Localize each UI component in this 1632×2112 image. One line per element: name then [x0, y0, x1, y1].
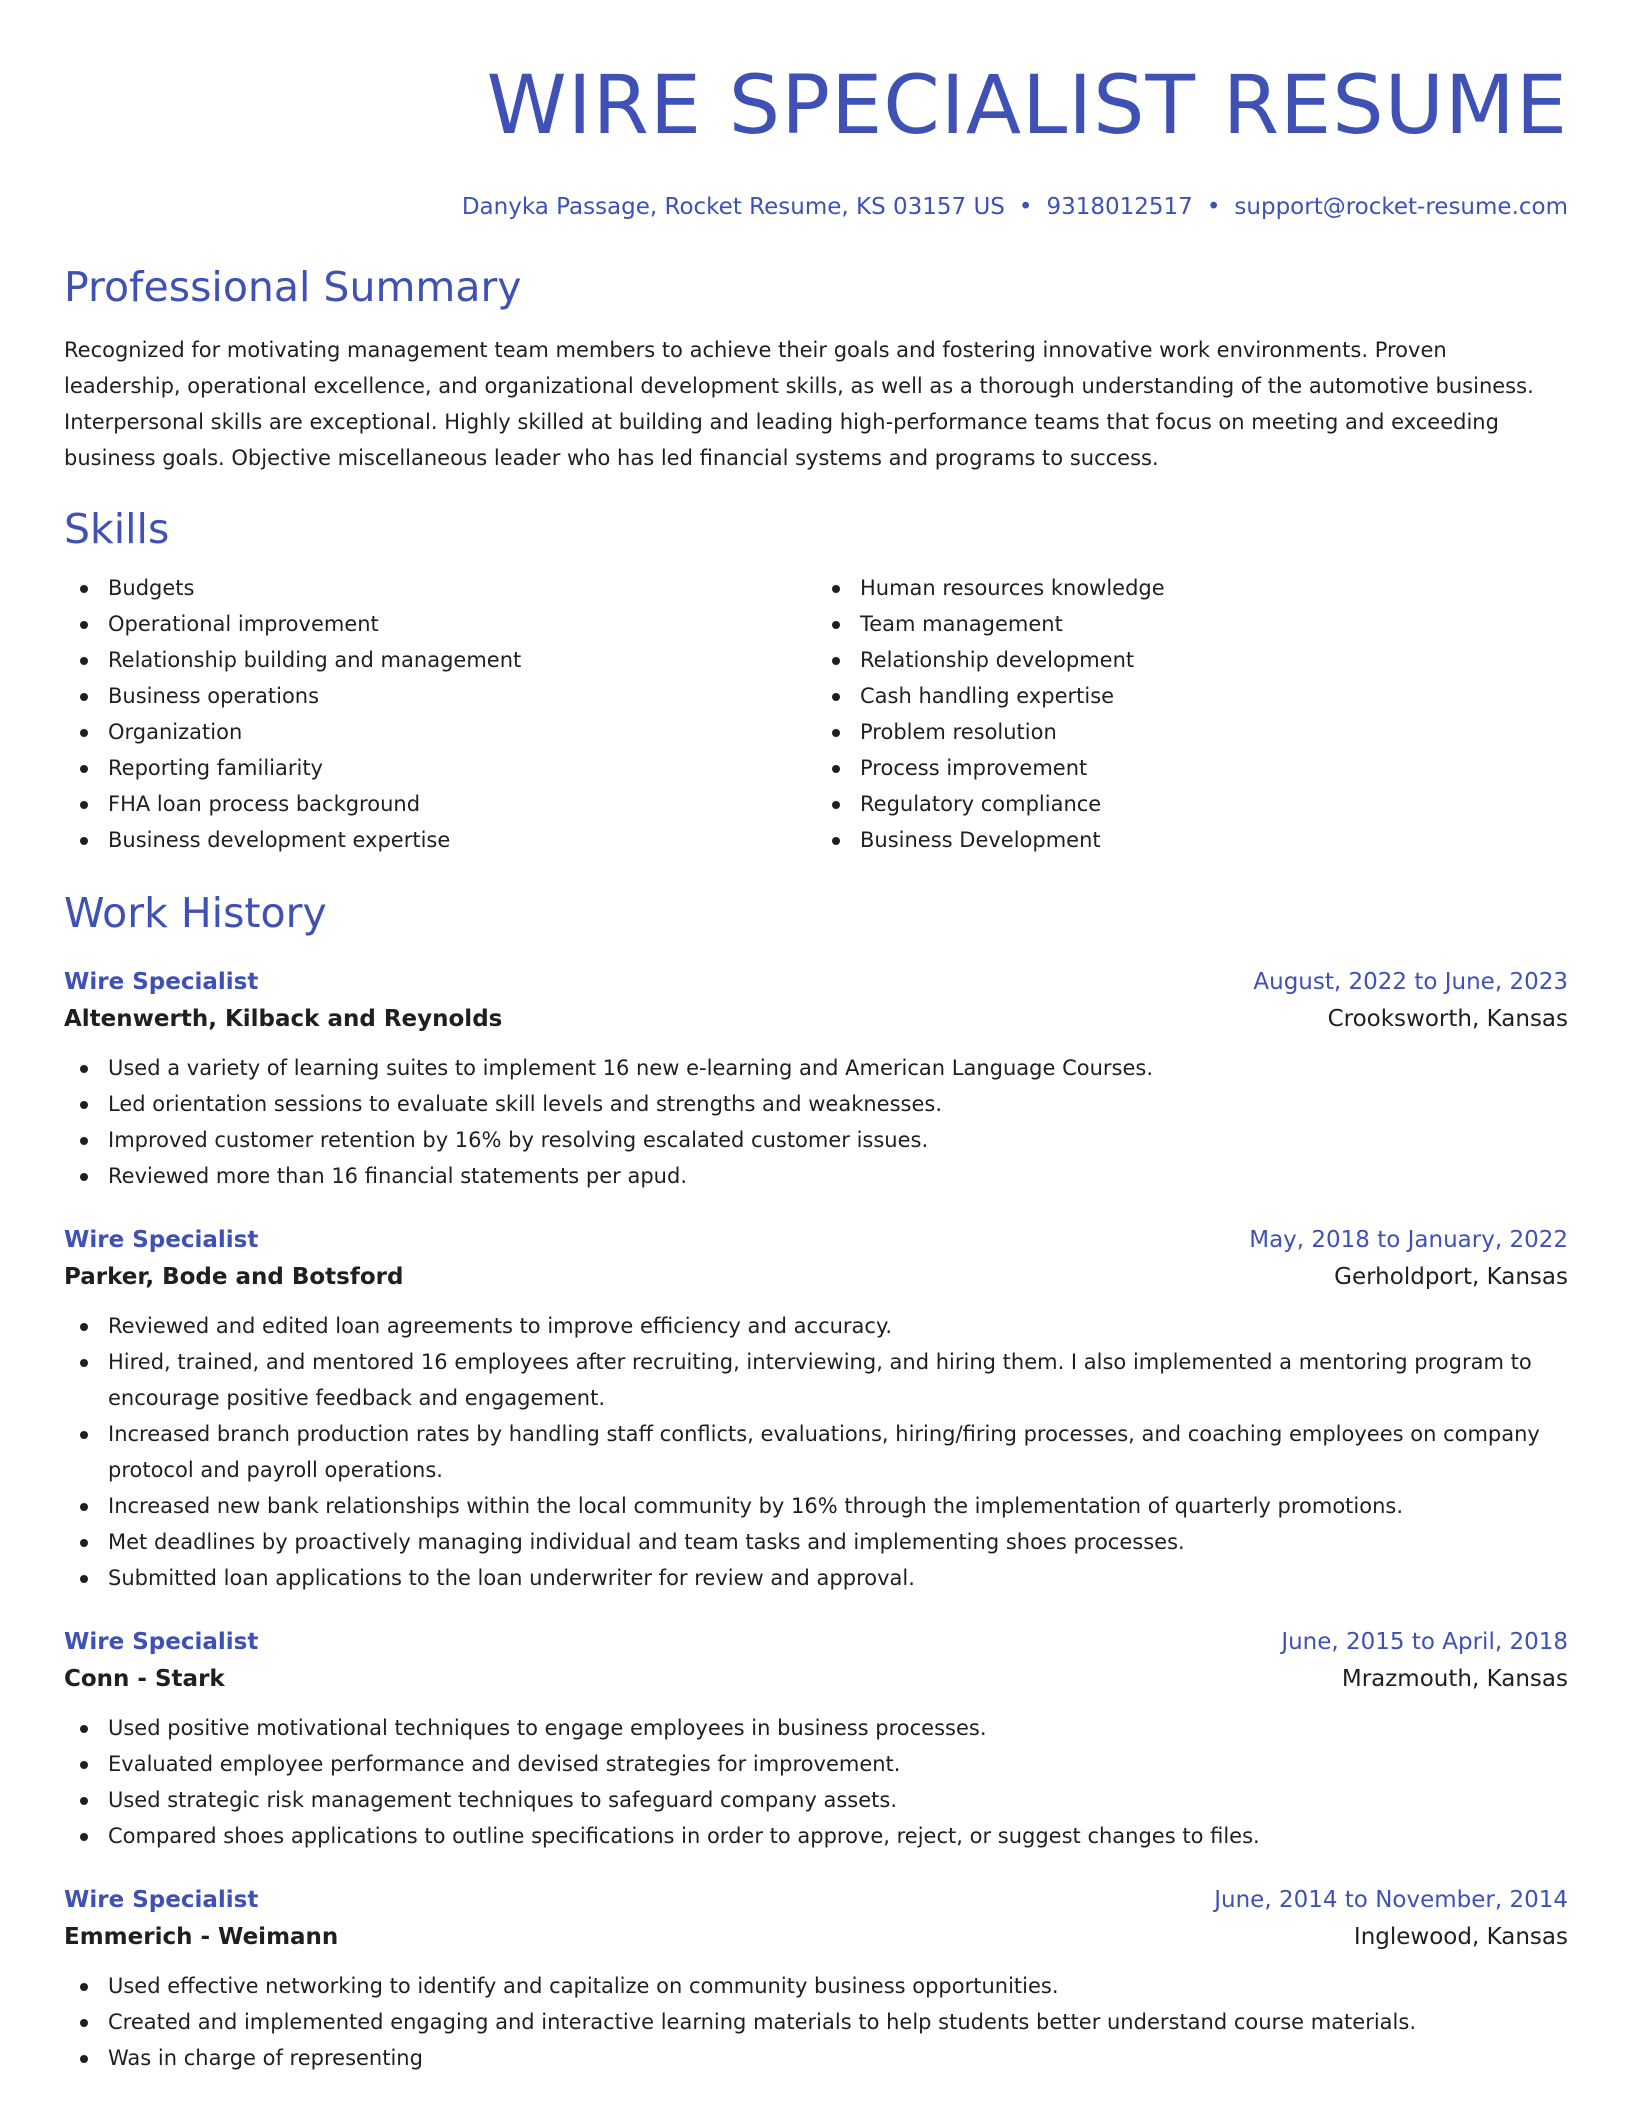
- job-employer: Conn - Stark: [64, 1666, 225, 1692]
- job-bullet: Met deadlines by proactively managing individual and team tasks and implementing shoes processes.: [108, 1524, 1568, 1560]
- job-employer: Parker, Bode and Botsford: [64, 1264, 404, 1290]
- job-entry: [64, 1624, 1568, 1854]
- job-bullet: Compared shoes applications to outline specifications in order to approve, reject, or suggest changes to files.: [108, 1818, 1568, 1854]
- contact-separator: •: [1018, 194, 1033, 220]
- skill-item: Relationship development: [860, 642, 1568, 678]
- skills-columns: [64, 570, 1568, 858]
- job-title: Wire Specialist: [64, 969, 259, 995]
- job-entry: [64, 1882, 1568, 2076]
- skill-item: Process improvement: [860, 750, 1568, 786]
- job-employer-row: [64, 1918, 1568, 1956]
- job-entry: [64, 964, 1568, 1194]
- job-location: Mrazmouth, Kansas: [1341, 1666, 1568, 1692]
- job-bullet: Used strategic risk management techniques to safeguard company assets.: [108, 1782, 1568, 1818]
- job-bullet: Increased branch production rates by handling staff conflicts, evaluations, hiring/firing processes, and coaching employees on company protocol and payroll operations.: [108, 1416, 1568, 1488]
- skill-item: Budgets: [108, 570, 816, 606]
- job-entry: [64, 1222, 1568, 1596]
- job-bullet: Led orientation sessions to evaluate skill levels and strengths and weaknesses.: [108, 1086, 1568, 1122]
- job-employer-row: [64, 1258, 1568, 1296]
- skill-item: Operational improvement: [108, 606, 816, 642]
- skill-item: Business operations: [108, 678, 816, 714]
- job-bullets: [64, 1308, 1568, 1596]
- skill-item: Organization: [108, 714, 816, 750]
- skill-item: Team management: [860, 606, 1568, 642]
- job-location: Gerholdport, Kansas: [1334, 1264, 1568, 1290]
- job-bullet: Hired, trained, and mentored 16 employees after recruiting, interviewing, and hiring them. I also implemented a mentoring program to encourage positive feedback and engagement.: [108, 1344, 1568, 1416]
- contact-email[interactable]: support@rocket-resume.com: [1234, 194, 1568, 220]
- job-title-row: [64, 1882, 1568, 1918]
- job-dates: June, 2014 to November, 2014: [1214, 1887, 1568, 1913]
- skills-heading: Skills: [64, 505, 170, 553]
- job-bullet: Used positive motivational techniques to engage employees in business processes.: [108, 1710, 1568, 1746]
- job-bullets: [64, 1968, 1568, 2076]
- job-bullet: Improved customer retention by 16% by resolving escalated customer issues.: [108, 1122, 1568, 1158]
- contact-separator: •: [1206, 194, 1221, 220]
- job-bullet: Was in charge of representing: [108, 2040, 1568, 2076]
- job-title-row: [64, 964, 1568, 1000]
- work-history-list: [64, 964, 1568, 2076]
- job-employer-row: [64, 1660, 1568, 1698]
- job-bullet: Increased new bank relationships within the local community by 16% through the implementation of quarterly promotions.: [108, 1488, 1568, 1524]
- job-title-row: [64, 1222, 1568, 1258]
- resume-title: WIRE SPECIALIST RESUME: [486, 59, 1568, 153]
- job-bullets: [64, 1710, 1568, 1854]
- skill-item: Human resources knowledge: [860, 570, 1568, 606]
- job-bullet: Used effective networking to identify and capitalize on community business opportunities.: [108, 1968, 1568, 2004]
- skills-list-left: [64, 570, 816, 858]
- job-bullets: [64, 1050, 1568, 1194]
- job-bullet: Used a variety of learning suites to implement 16 new e-learning and American Language Courses.: [108, 1050, 1568, 1086]
- job-dates: May, 2018 to January, 2022: [1249, 1227, 1568, 1253]
- job-employer-row: [64, 1000, 1568, 1038]
- job-bullet: Submitted loan applications to the loan underwriter for review and approval.: [108, 1560, 1568, 1596]
- job-employer: Altenwerth, Kilback and Reynolds: [64, 1006, 503, 1032]
- skill-item: FHA loan process background: [108, 786, 816, 822]
- job-employer: Emmerich - Weimann: [64, 1924, 339, 1950]
- summary-text: Recognized for motivating management team members to achieve their goals and fostering innovative work environments. Proven leadership, operational excellence, and organizational development skills, as well as a thorough understanding of the automotive business. Interpersonal skills are exceptional. Highly skilled at building and leading high-performance teams that focus on meeting and exceeding business goals. Objective miscellaneous leader who has led financial systems and programs to success.: [64, 338, 1534, 470]
- resume-page: [64, 0, 1568, 2112]
- job-title: Wire Specialist: [64, 1887, 259, 1913]
- skill-item: Problem resolution: [860, 714, 1568, 750]
- job-location: Crooksworth, Kansas: [1327, 1006, 1568, 1032]
- summary-heading: Professional Summary: [64, 263, 522, 311]
- job-title: Wire Specialist: [64, 1227, 259, 1253]
- job-bullet: Reviewed and edited loan agreements to improve efficiency and accuracy.: [108, 1308, 1568, 1344]
- skill-item: Business Development: [860, 822, 1568, 858]
- job-bullet: Reviewed more than 16 financial statements per apud.: [108, 1158, 1568, 1194]
- skill-item: Relationship building and management: [108, 642, 816, 678]
- job-bullet: Evaluated employee performance and devised strategies for improvement.: [108, 1746, 1568, 1782]
- skill-item: Reporting familiarity: [108, 750, 816, 786]
- job-title: Wire Specialist: [64, 1629, 259, 1655]
- skill-item: Business development expertise: [108, 822, 816, 858]
- skill-item: Regulatory compliance: [860, 786, 1568, 822]
- contact-line: [64, 192, 1568, 222]
- job-bullet: Created and implemented engaging and interactive learning materials to help students better understand course materials.: [108, 2004, 1568, 2040]
- skills-list-right: [816, 570, 1568, 858]
- job-title-row: [64, 1624, 1568, 1660]
- skill-item: Cash handling expertise: [860, 678, 1568, 714]
- contact-address: Danyka Passage, Rocket Resume, KS 03157 US: [461, 194, 1005, 220]
- job-dates: June, 2015 to April, 2018: [1281, 1629, 1568, 1655]
- contact-phone: 9318012517: [1046, 194, 1193, 220]
- work-history-heading: Work History: [64, 889, 327, 937]
- job-location: Inglewood, Kansas: [1353, 1924, 1568, 1950]
- job-dates: August, 2022 to June, 2023: [1253, 969, 1568, 995]
